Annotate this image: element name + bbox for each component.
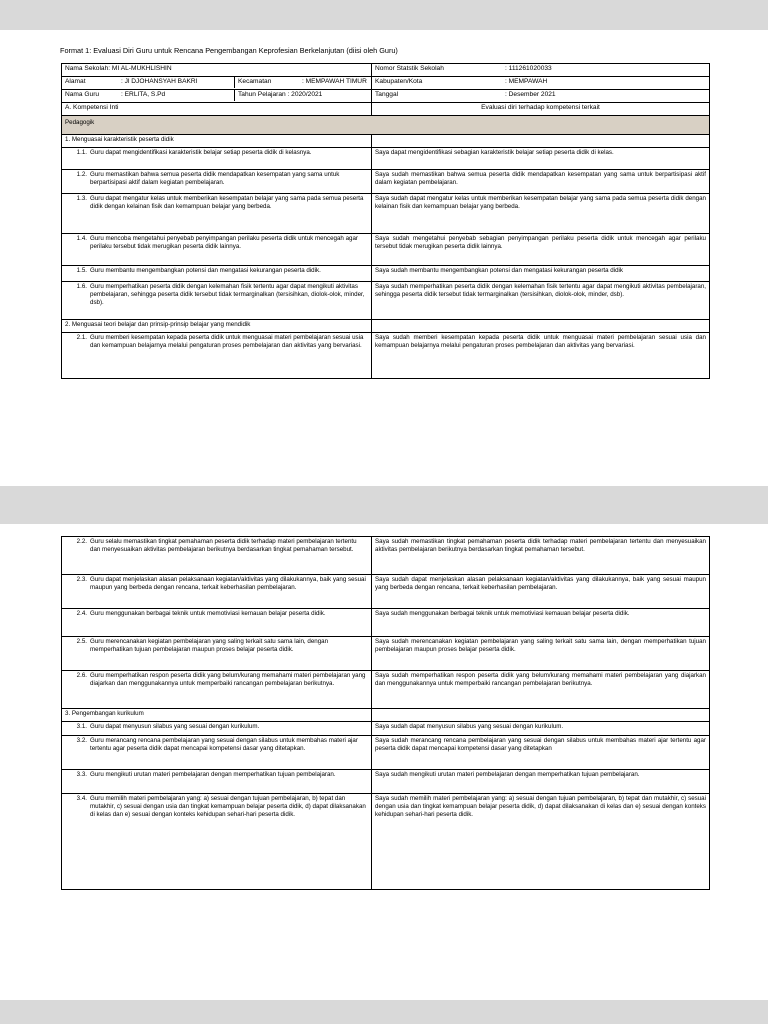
- indicator-cell: [62, 671, 372, 709]
- indicator-number: 2.4.: [76, 610, 87, 617]
- indicator-number: 1.1.: [76, 149, 87, 156]
- indicator-text: Guru selalu memastikan tingkat pemahaman peserta didik terhadap materi pembelajaran tertentu dan menyesuaikan aktivitas pembelajaran berikutnya berdasarkan tingkat pemahaman tersebut.: [90, 538, 357, 554]
- indicator-cell: [62, 333, 372, 379]
- indicator-number: 2.5.: [76, 638, 87, 645]
- competency-row: [62, 537, 710, 575]
- competency-row: [62, 637, 710, 671]
- self-evaluation-cell: Saya sudah memilih materi pembelajaran yang: a) sesuai dengan tujuan pembelajaran, b) tepat dan mutakhir, c) sesuai dengan usia dan tingkat kemampuan belajar peserta didik, d) dapat dilaksanakan di kelas dan e) sesuai dengan konteks kehidupan sehari-hari peserta didik.: [372, 794, 710, 890]
- date-cell: Tanggal : Desember 2021: [372, 90, 710, 103]
- self-evaluation-cell: Saya sudah dapat mengatur kelas untuk memberikan kesempatan belajar yang sama pada semua peserta didik dengan kelainan fisik dan kemampuan belajar yang berbeda.: [372, 194, 710, 234]
- indicator-text: Guru memilih materi pembelajaran yang: a) sesuai dengan tujuan pembelajaran, b) tepat dan mutakhir, c) sesuai dengan usia dan tingkat kemampuan belajar peserta didik, d) dapat dilaksanakan di kelas dan e) sesuai dengan konteks kehidupan sehari-hari peserta didik.: [90, 795, 366, 819]
- indicator-cell: [62, 194, 372, 234]
- self-evaluation-cell: Saya sudah memastikan bahwa semua peserta didik mendapatkan kesempatan yang sama untuk berpartisipasi aktif dalam kegiatan pembelajaran.: [372, 170, 710, 194]
- indicator-cell: [62, 575, 372, 609]
- indicator-cell: [62, 722, 372, 736]
- self-evaluation-cell: Saya dapat mengidentifikasi sebagian karakteristik belajar setiap peserta didik di kelas.: [372, 148, 710, 170]
- self-evaluation-cell: Saya sudah membantu mengembangkan potensi dan mengatasi kekurangan peserta didik: [372, 266, 710, 282]
- competency-row: [62, 794, 710, 890]
- indicator-cell: [62, 794, 372, 890]
- document-page-1: [0, 30, 768, 486]
- document-title: Format 1: Evaluasi Diri Guru untuk Rencana Pengembangan Keprofesian Berkelanjutan (diisi oleh Guru): [60, 46, 398, 55]
- competency-row: [62, 148, 710, 170]
- statistic-number-cell: Nomor Statstik Sekolah : 111261020033: [372, 64, 710, 77]
- empty-cell: [372, 709, 710, 722]
- self-evaluation-cell: Saya sudah mengikuti urutan materi pembelajaran dengan memperhatikan tujuan pembelajaran.: [372, 770, 710, 794]
- teacher-name-cell: Nama Guru : ERLITA, S.Pd Tahun Pelajaran : 2020/2021: [62, 90, 372, 103]
- self-evaluation-cell: Saya sudah memastikan tingkat pemahaman peserta didik terhadap materi pembelajaran tertentu dan menyesuaikan aktivitas pembelajaran berikutnya berdasarkan tingkat pemahaman tersebut.: [372, 537, 710, 575]
- indicator-number: 2.1.: [76, 334, 87, 341]
- self-evaluation-cell: Saya sudah memperhatikan peserta didik dengan kelemahan fisik tertentu agar dapat mengikuti aktivitas pembelajaran, sehingga peserta didik tersebut tidak termarginalkan (tersisihkan, diolok-olok, minder, dsb).: [372, 282, 710, 320]
- address-cell: Alamat : Jl DJOHANSYAH BAKRI Kecamatan : MEMPAWAH TIMUR: [62, 77, 372, 90]
- indicator-number: 2.6.: [76, 672, 87, 679]
- indicator-text: Guru memberi kesempatan kepada peserta didik untuk menguasai materi pembelajaran sesuai usia dan kemampuan belajarnya melalui pengaturan proses pembelajaran dan aktivitas yang bervariasi.: [90, 334, 364, 350]
- indicator-text: Guru memperhatikan peserta didik dengan kelemahan fisik tertentu agar dapat mengikuti aktivitas pembelajaran, sehingga peserta didik tersebut tidak termarginalkan (tersisihkan, diolok-olok, minder, dsb).: [90, 283, 365, 307]
- indicator-text: Guru merancang rencana pembelajaran yang sesuai dengan silabus untuk membahas materi ajar tertentu agar peserta didik dapat mencapai kompetensi dasar yang ditetapkan.: [90, 737, 358, 753]
- subsection-2: 2. Menguasai teori belajar dan prinsip-prinsip belajar yang mendidik: [62, 320, 372, 333]
- competency-row: [62, 770, 710, 794]
- self-evaluation-cell: Saya sudah merancang rencana pembelajaran yang sesuai dengan silabus untuk membahas materi ajar tertentu agar peserta didik dapat mencapai kompetensi dasar yang ditetapkan: [372, 736, 710, 770]
- competency-row: [62, 234, 710, 266]
- competency-table-continued: [61, 536, 710, 890]
- indicator-text: Guru memperhatikan respon peserta didik yang belum/kurang memahami materi pembelajaran yang diajarkan dan menggunakannya untuk memperbaiki rancangan pembelajaran berikutnya.: [90, 672, 366, 688]
- indicator-cell: [62, 736, 372, 770]
- indicator-cell: [62, 609, 372, 637]
- indicator-number: 1.3.: [76, 195, 87, 202]
- indicator-number: 2.3.: [76, 576, 87, 583]
- competency-row: [62, 575, 710, 609]
- indicator-number: 1.6.: [76, 283, 87, 290]
- indicator-number: 3.1.: [76, 723, 87, 730]
- document-page-2: [0, 524, 768, 1000]
- competency-row: [62, 671, 710, 709]
- indicator-cell: [62, 537, 372, 575]
- indicator-text: Guru dapat mengatur kelas untuk memberikan kesempatan belajar yang sama pada semua peserta didik dengan kelainan fisik dan kemampuan belajar yang berbeda.: [90, 195, 364, 211]
- indicator-number: 3.4.: [76, 795, 87, 802]
- indicator-text: Guru menggunakan berbagai teknik untuk memotiviasi kemauan belajar peserta didik.: [90, 610, 326, 617]
- self-evaluation-cell: Saya sudah dapat menjelaskan alasan pelaksanaan kegiatan/aktivitas yang dilakukannya, baik yang sesuai maupun yang berbeda dengan rencana, terkait keberhasilan pembelajaran.: [372, 575, 710, 609]
- self-evaluation-cell: Saya sudah dapat menyusun silabus yang sesuai dengan kurikulum.: [372, 722, 710, 736]
- subsection-3: 3. Pengembangan kurikulum: [62, 709, 372, 722]
- self-evaluation-header: Evaluasi diri terhadap kompetensi terkait: [372, 103, 710, 116]
- indicator-text: Guru mencoba mengetahui penyebab penyimpangan perilaku peserta didik untuk mencegah agar perilaku tersebut tidak merugikan peserta didik lainnya.: [90, 235, 358, 251]
- indicator-text: Guru membantu mengembangkan potensi dan mengatasi kekurangan peserta didik.: [90, 267, 321, 274]
- indicator-cell: [62, 148, 372, 170]
- indicator-cell: [62, 234, 372, 266]
- indicator-number: 2.2.: [76, 538, 87, 545]
- indicator-cell: [62, 266, 372, 282]
- self-evaluation-cell: Saya sudah memperhatikan respon peserta didik yang belum/kurang memahami materi pembelajaran yang diajarkan dan menggunakannya untuk memperbaiki rancangan pembelajaran berikutnya.: [372, 671, 710, 709]
- subsection-1: 1. Menguasai karakteristik peserta didik: [62, 135, 372, 148]
- identity-table: [61, 63, 710, 379]
- indicator-number: 3.2.: [76, 737, 87, 744]
- empty-cell: [372, 320, 710, 333]
- indicator-text: Guru mengikuti urutan materi pembelajaran dengan memperhatikan tujuan pembelajaran.: [90, 771, 336, 778]
- indicator-text: Guru merencanakan kegiatan pembelajaran yang saling terkait satu sama lain, dengan memperhatikan tujuan pembelajaran maupun proses belajar peserta didik.: [90, 638, 329, 654]
- indicator-text: Guru dapat menjelaskan alasan pelaksanaan kegiatan/aktivitas yang dilakukannya, baik yang sesuai maupun yang berbeda dengan rencana, terkait keberhasilan pembelajaran.: [90, 576, 366, 592]
- indicator-text: Guru dapat menyusun silabus yang sesuai dengan kurikulum.: [90, 723, 260, 730]
- competency-row: [62, 170, 710, 194]
- competency-row: [62, 736, 710, 770]
- self-evaluation-cell: Saya sudah menggunakan berbagai teknik untuk memotiviasi kemauan belajar peserta didik.: [372, 609, 710, 637]
- section-pedagogik: Pedagogik: [62, 116, 710, 135]
- indicator-text: Guru dapat mengidentifikasi karakteristik belajar setiap peserta didik di kelasnya.: [90, 149, 312, 156]
- school-name-cell: Nama Sekolah: MI AL-MUKHLISHIN: [62, 64, 372, 77]
- indicator-number: 3.3.: [76, 771, 87, 778]
- indicator-cell: [62, 170, 372, 194]
- indicator-cell: [62, 770, 372, 794]
- self-evaluation-cell: Saya sudah merencanakan kegiatan pembelajaran yang saling terkait satu sama lain, dengan memperhatikan tujuan pembelajaran maupun proses belajar peserta didik.: [372, 637, 710, 671]
- self-evaluation-cell: Saya sudah mengetahui penyebab sebagian penyimpangan perilaku peserta didik untuk mencegah agar perilaku tersebut tidak merugikan peserta didik lainnya.: [372, 234, 710, 266]
- indicator-number: 1.5.: [76, 267, 87, 274]
- competency-row: [62, 266, 710, 282]
- competency-row: [62, 282, 710, 320]
- regency-cell: Kabupaten/Kota : MEMPAWAH: [372, 77, 710, 90]
- competency-row: [62, 194, 710, 234]
- indicator-number: 1.2.: [76, 171, 87, 178]
- indicator-cell: [62, 637, 372, 671]
- indicator-number: 1.4.: [76, 235, 87, 242]
- competency-row: [62, 722, 710, 736]
- empty-cell: [372, 135, 710, 148]
- indicator-text: Guru memastikan bahwa semua peserta didik mendapatkan kesempatan yang sama untuk berpartisipasi aktif dalam kegiatan pembelajaran.: [90, 171, 340, 187]
- core-competency-label: A. Kompetensi Inti: [62, 103, 372, 116]
- self-evaluation-cell: Saya sudah memberi kesempatan kepada peserta didik untuk menguasai materi pembelajaran sesuai usia dan kemampuan belajarnya melalui pengaturan proses pembelajaran dan aktivitas yang bervariasi.: [372, 333, 710, 379]
- competency-row: [62, 609, 710, 637]
- competency-row: [62, 333, 710, 379]
- indicator-cell: [62, 282, 372, 320]
